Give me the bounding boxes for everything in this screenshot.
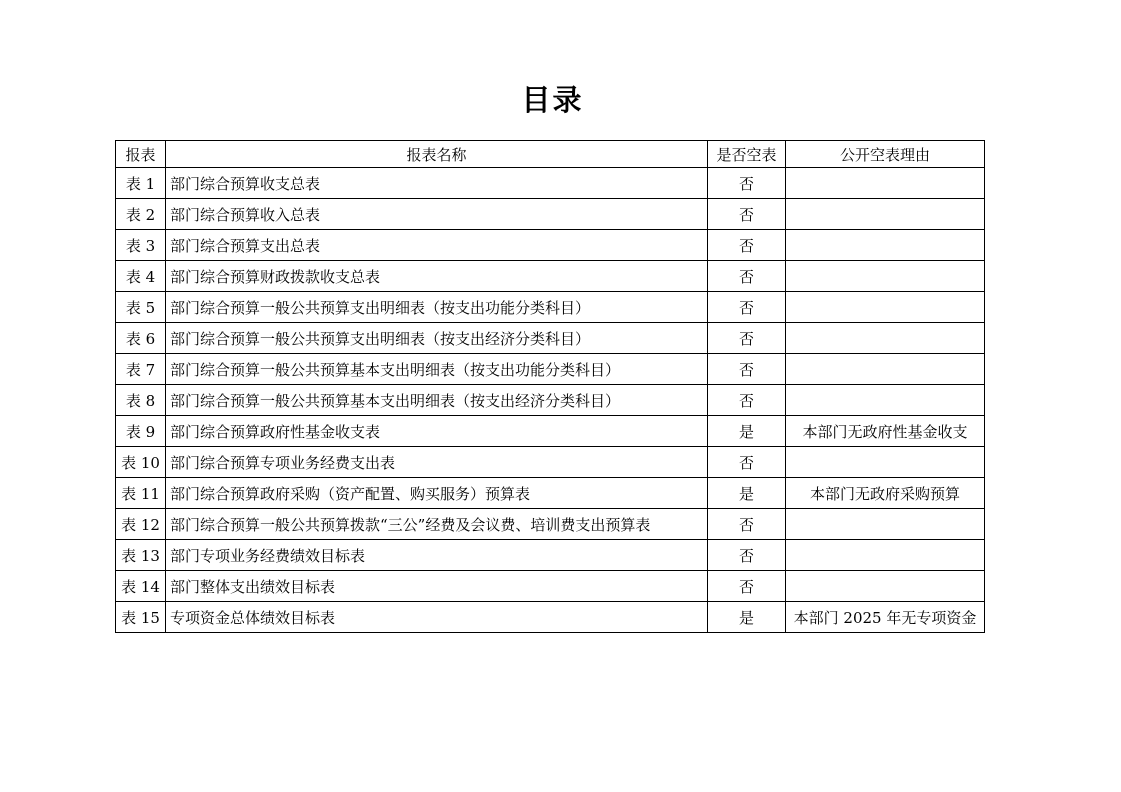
row-name-cell: 部门综合预算收支总表 [166, 168, 708, 199]
row-name-cell: 部门综合预算政府采购（资产配置、购买服务）预算表 [166, 478, 708, 509]
row-name-cell: 部门综合预算支出总表 [166, 230, 708, 261]
catalog-table [115, 140, 985, 633]
row-name-cell: 部门综合预算一般公共预算拨款“三公”经费及会议费、培训费支出预算表 [166, 509, 708, 540]
row-num-cell: 表 12 [116, 509, 166, 540]
row-reason-cell [786, 447, 985, 478]
row-name-cell: 部门专项业务经费绩效目标表 [166, 540, 708, 571]
table-row [116, 509, 985, 540]
row-is-empty-cell: 否 [708, 199, 786, 230]
row-num-cell: 表 2 [116, 199, 166, 230]
row-name-cell: 专项资金总体绩效目标表 [166, 602, 708, 633]
row-num-cell: 表 5 [116, 292, 166, 323]
table-row [116, 478, 985, 509]
page-title: 目录 [521, 83, 584, 117]
row-reason-cell [786, 323, 985, 354]
table-row [116, 416, 985, 447]
row-reason-cell [786, 199, 985, 230]
row-reason-cell [786, 354, 985, 385]
table-header-row [116, 141, 985, 168]
row-name-cell: 部门综合预算一般公共预算支出明细表（按支出经济分类科目） [166, 323, 708, 354]
row-is-empty-cell: 否 [708, 323, 786, 354]
table-row [116, 292, 985, 323]
table-row [116, 323, 985, 354]
table-row [116, 571, 985, 602]
row-name-cell: 部门综合预算一般公共预算基本支出明细表（按支出经济分类科目） [166, 385, 708, 416]
row-is-empty-cell: 否 [708, 261, 786, 292]
table-row [116, 602, 985, 633]
row-is-empty-cell: 否 [708, 509, 786, 540]
row-num-cell: 表 3 [116, 230, 166, 261]
header-reason: 公开空表理由 [786, 141, 985, 168]
row-reason-cell: 本部门无政府采购预算 [786, 478, 985, 509]
row-num-cell: 表 7 [116, 354, 166, 385]
table-row [116, 230, 985, 261]
row-num-cell: 表 10 [116, 447, 166, 478]
row-reason-cell [786, 385, 985, 416]
row-num-cell: 表 9 [116, 416, 166, 447]
row-num-cell: 表 15 [116, 602, 166, 633]
table-row [116, 354, 985, 385]
row-is-empty-cell: 否 [708, 447, 786, 478]
table-row [116, 385, 985, 416]
row-is-empty-cell: 否 [708, 354, 786, 385]
row-reason-cell [786, 230, 985, 261]
row-reason-cell [786, 292, 985, 323]
row-num-cell: 表 1 [116, 168, 166, 199]
row-is-empty-cell: 否 [708, 292, 786, 323]
table-row [116, 261, 985, 292]
row-num-cell: 表 8 [116, 385, 166, 416]
row-is-empty-cell: 否 [708, 168, 786, 199]
header-is-empty: 是否空表 [708, 141, 786, 168]
header-num: 报表 [116, 141, 166, 168]
row-reason-cell [786, 540, 985, 571]
row-num-cell: 表 11 [116, 478, 166, 509]
row-reason-cell: 本部门无政府性基金收支 [786, 416, 985, 447]
header-name: 报表名称 [166, 141, 708, 168]
row-name-cell: 部门整体支出绩效目标表 [166, 571, 708, 602]
row-num-cell: 表 13 [116, 540, 166, 571]
row-is-empty-cell: 否 [708, 385, 786, 416]
row-name-cell: 部门综合预算一般公共预算支出明细表（按支出功能分类科目） [166, 292, 708, 323]
table-row [116, 540, 985, 571]
row-is-empty-cell: 否 [708, 230, 786, 261]
row-name-cell: 部门综合预算收入总表 [166, 199, 708, 230]
row-num-cell: 表 4 [116, 261, 166, 292]
table-row [116, 447, 985, 478]
table-row [116, 168, 985, 199]
row-num-cell: 表 6 [116, 323, 166, 354]
row-is-empty-cell: 否 [708, 571, 786, 602]
row-reason-cell: 本部门 2025 年无专项资金 [786, 602, 985, 633]
row-name-cell: 部门综合预算一般公共预算基本支出明细表（按支出功能分类科目） [166, 354, 708, 385]
row-num-cell: 表 14 [116, 571, 166, 602]
table-row [116, 199, 985, 230]
row-reason-cell [786, 571, 985, 602]
row-is-empty-cell: 是 [708, 602, 786, 633]
row-name-cell: 部门综合预算政府性基金收支表 [166, 416, 708, 447]
row-reason-cell [786, 168, 985, 199]
row-reason-cell [786, 509, 985, 540]
row-name-cell: 部门综合预算财政拨款收支总表 [166, 261, 708, 292]
row-is-empty-cell: 是 [708, 416, 786, 447]
row-reason-cell [786, 261, 985, 292]
row-is-empty-cell: 是 [708, 478, 786, 509]
row-is-empty-cell: 否 [708, 540, 786, 571]
row-name-cell: 部门综合预算专项业务经费支出表 [166, 447, 708, 478]
